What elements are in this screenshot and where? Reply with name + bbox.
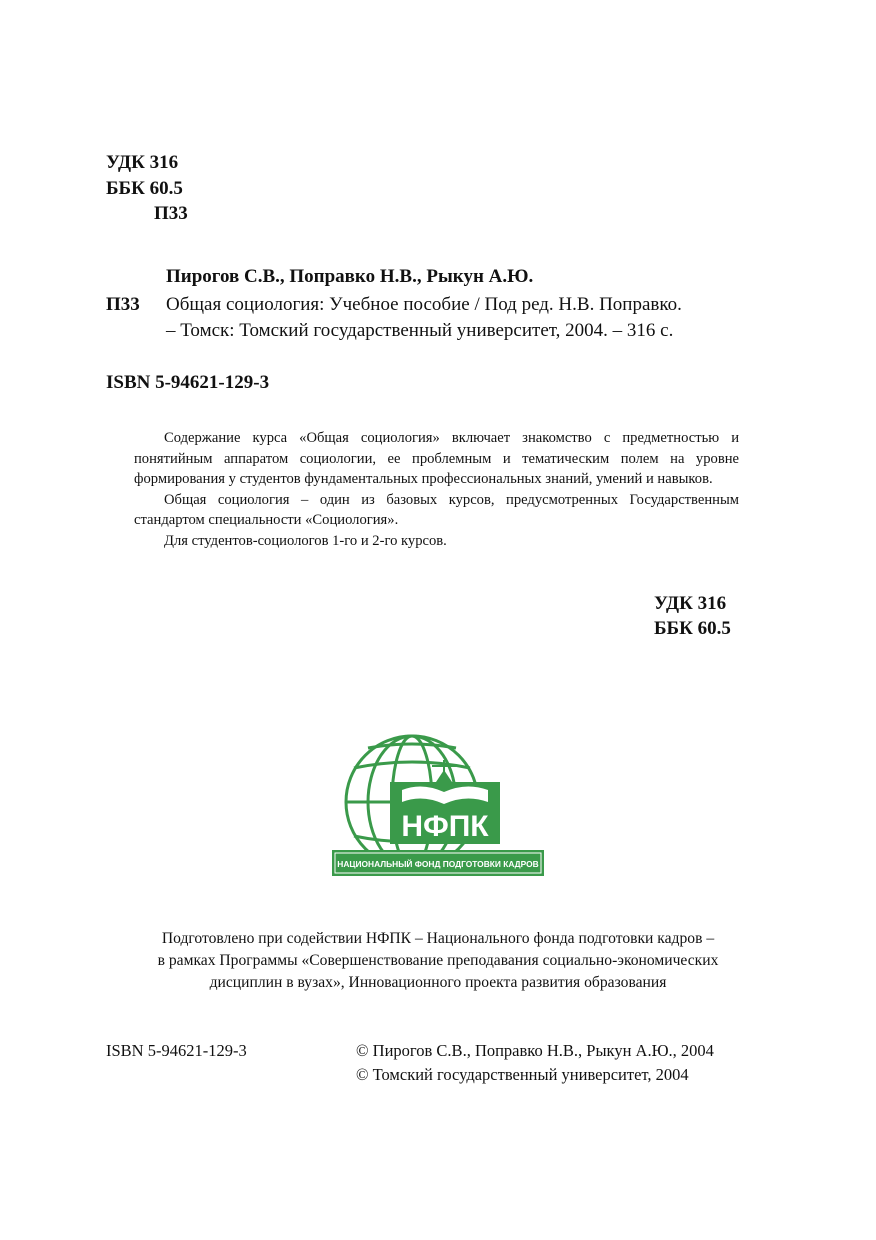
isbn-bottom: ISBN 5-94621-129-3: [106, 1041, 247, 1060]
udk-code: УДК 316: [106, 152, 179, 173]
abstract-paragraph: Содержание курса «Общая социология» включает знакомство с предметностью и понятийным аппаратом социологии, ее проблемным и тематическим полем на уровне формирования у студентов фундаментальных профессиональных знаний, умений и навыков.: [134, 430, 739, 487]
udk-code-right: УДК 316: [654, 593, 727, 614]
logo-banner: НАЦИОНАЛЬНЫЙ ФОНД ПОДГОТОВКИ КАДРОВ: [337, 859, 539, 869]
author-mark: П33: [154, 203, 188, 224]
support-line: в рамках Программы «Совершенствование преподавания социально-экономических: [157, 952, 719, 969]
isbn-top: ISBN 5-94621-129-3: [106, 372, 270, 393]
nfpk-logo: [332, 732, 544, 884]
title-line: Общая социология: Учебное пособие / Под ред. Н.В. Поправко.: [166, 294, 682, 315]
logo-abbr: НФПК: [401, 810, 489, 843]
abstract-paragraph: Общая социология – один из базовых курсов, предусмотренных Государственным стандартом специальности «Социология».: [134, 491, 739, 528]
biblio-mark: П33: [106, 294, 140, 315]
abstract-paragraph: Для студентов-социологов 1-го и 2-го курсов.: [164, 532, 447, 549]
copyright-line: © Пирогов С.В., Поправко Н.В., Рыкун А.Ю., 2004: [356, 1041, 714, 1060]
support-statement: [100, 928, 776, 994]
globe-book-icon: [332, 732, 544, 884]
bbk-code-right: ББК 60.5: [654, 618, 731, 639]
support-line: дисциплин в вузах», Инновационного проекта развития образования: [209, 974, 667, 991]
authors-line: Пирогов С.В., Поправко Н.В., Рыкун А.Ю.: [166, 266, 534, 287]
copyright-line: © Томский государственный университет, 2004: [356, 1065, 689, 1084]
support-line: Подготовлено при содействии НФПК – Национального фонда подготовки кадров –: [161, 930, 715, 947]
abstract: [134, 428, 739, 551]
imprint-line: – Томск: Томский государственный университет, 2004. – 316 с.: [166, 320, 674, 341]
bbk-code: ББК 60.5: [106, 178, 183, 199]
